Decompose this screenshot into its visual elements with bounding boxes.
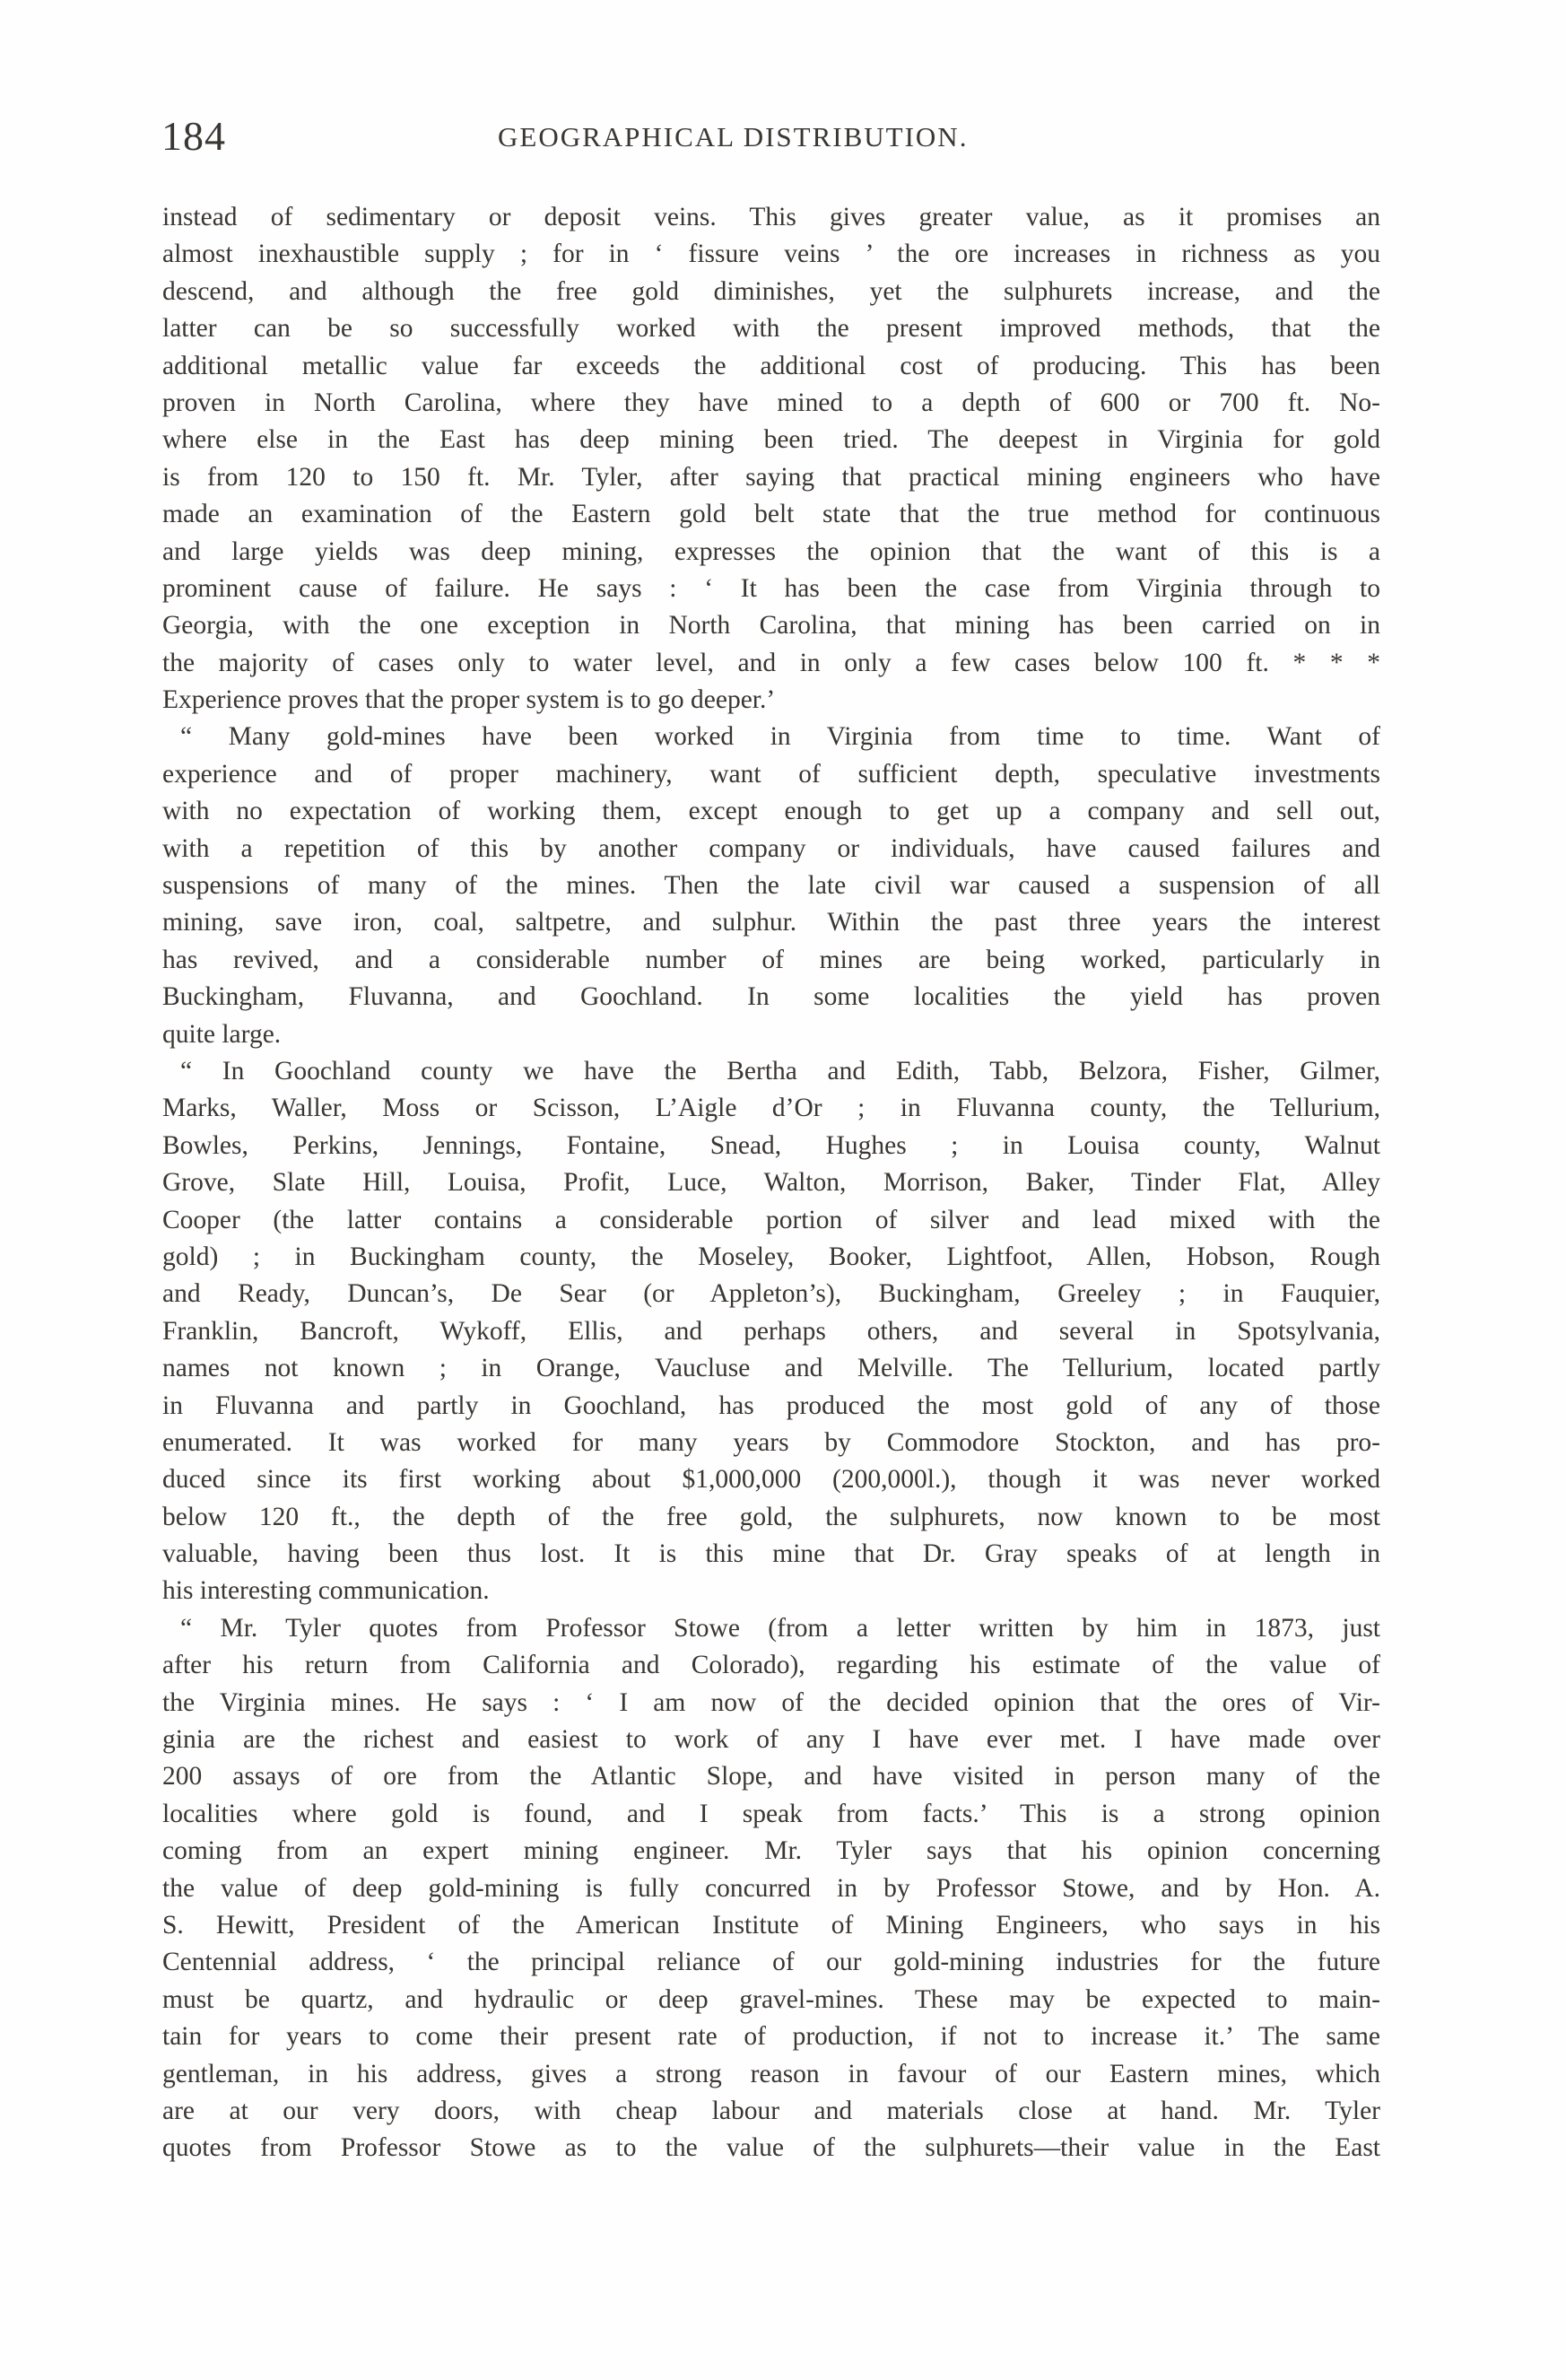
- text-line: mining, save iron, coal, saltpetre, and sulphur. Within the past three years the interest: [162, 908, 1380, 937]
- text-line: quite large.: [162, 1019, 282, 1049]
- text-line: Marks, Waller, Moss or Scisson, L’Aigle d’Or ; in Fluvanna county, the Tellurium,: [162, 1094, 1380, 1123]
- text-line: with a repetition of this by another company or individuals, have caused failures and: [162, 833, 1380, 863]
- text-line: proven in North Carolina, where they have mined to a depth of 600 or 700 ft. No-: [162, 388, 1380, 417]
- text-line: Bowles, Perkins, Jennings, Fontaine, Snead, Hughes ; in Louisa county, Walnut: [162, 1130, 1380, 1160]
- text-line: additional metallic value far exceeds the additional cost of producing. This has been: [162, 351, 1380, 380]
- text-line: Grove, Slate Hill, Louisa, Profit, Luce, Walton, Morrison, Baker, Tinder Flat, Alley: [162, 1168, 1380, 1198]
- text-line: descend, and although the free gold diminishes, yet the sulphurets increase, and the: [162, 276, 1380, 306]
- text-line: S. Hewitt, President of the American Institute of Mining Engineers, who says in his: [162, 1910, 1380, 1940]
- page-number: 184: [161, 113, 226, 159]
- text-line: the majority of cases only to water level, and in only a few cases below 100 ft. * * *: [162, 648, 1380, 677]
- text-line: Cooper (the latter contains a considerable portion of silver and lead mixed with the: [162, 1205, 1380, 1234]
- text-line: are at our very doors, with cheap labour and materials close at hand. Mr. Tyler: [162, 2096, 1380, 2125]
- text-line: with no expectation of working them, except enough to get up a company and sell out,: [162, 797, 1380, 826]
- text-line: where else in the East has deep mining been tried. The deepest in Virginia for gold: [162, 425, 1380, 455]
- text-line: “ Many gold-mines have been worked in Virginia from time to time. Want of: [180, 722, 1380, 752]
- text-line: prominent cause of failure. He says : ‘ It has been the case from Virginia through to: [162, 573, 1380, 603]
- text-line: suspensions of many of the mines. Then the late civil war caused a suspension of all: [162, 871, 1380, 901]
- text-line: ginia are the richest and easiest to work of any I have ever met. I have made over: [162, 1725, 1380, 1755]
- text-line: Centennial address, ‘ the principal reliance of our gold-mining industries for the future: [162, 1948, 1380, 1977]
- text-line: must be quartz, and hydraulic or deep gravel-mines. These may be expected to main-: [162, 1984, 1380, 2014]
- text-line: almost inexhaustible supply ; for in ‘ fissure veins ’ the ore increases in richness as you: [162, 240, 1380, 269]
- text-line: in Fluvanna and partly in Goochland, has produced the most gold of any of those: [162, 1391, 1380, 1420]
- text-line: quotes from Professor Stowe as to the value of the sulphurets—their value in the East: [162, 2133, 1380, 2163]
- text-line: localities where gold is found, and I speak from facts.’ This is a strong opinion: [162, 1799, 1380, 1828]
- text-line: Georgia, with the one exception in North Carolina, that mining has been carried on in: [162, 611, 1380, 641]
- text-line: duced since its first working about $1,000,000 (200,000l.), though it was never worked: [162, 1465, 1380, 1495]
- text-line: latter can be so successfully worked with the present improved methods, that the: [162, 314, 1380, 344]
- text-line: experience and of proper machinery, want of sufficient depth, speculative investments: [162, 759, 1380, 789]
- text-line: the Virginia mines. He says : ‘ I am now of the decided opinion that the ores of Vir-: [162, 1687, 1380, 1717]
- text-line: his interesting communication.: [162, 1576, 490, 1606]
- page-header: [161, 112, 1390, 166]
- text-line: is from 120 to 150 ft. Mr. Tyler, after saying that practical mining engineers who have: [162, 462, 1380, 492]
- text-line: Buckingham, Fluvanna, and Goochland. In some localities the yield has proven: [162, 982, 1380, 1012]
- text-line: and large yields was deep mining, expresses the opinion that the want of this is a: [162, 536, 1380, 566]
- text-line: and Ready, Duncan’s, De Sear (or Appleton’s), Buckingham, Greeley ; in Fauquier,: [162, 1279, 1380, 1309]
- text-line: “ Mr. Tyler quotes from Professor Stowe (from a letter written by him in 1873, just: [180, 1613, 1380, 1643]
- text-line: after his return from California and Colorado), regarding his estimate of the value of: [162, 1651, 1380, 1680]
- text-line: tain for years to come their present rate of production, if not to increase it.’ The same: [162, 2022, 1380, 2052]
- text-line: gold) ; in Buckingham county, the Moseley, Booker, Lightfoot, Allen, Hobson, Rough: [162, 1242, 1380, 1271]
- text-line: made an examination of the Eastern gold belt state that the true method for continuous: [162, 500, 1380, 529]
- text-line: valuable, having been thus lost. It is this mine that Dr. Gray speaks of at length in: [162, 1539, 1380, 1569]
- text-line: instead of sedimentary or deposit veins. This gives greater value, as it promises an: [162, 203, 1380, 231]
- text-line: 200 assays of ore from the Atlantic Slope, and have visited in person many of the: [162, 1762, 1380, 1792]
- text-line: enumerated. It was worked for many years by Commodore Stockton, and has pro-: [162, 1427, 1380, 1457]
- text-line: gentleman, in his address, gives a strong reason in favour of our Eastern mines, which: [162, 2059, 1380, 2088]
- text-line: coming from an expert mining engineer. Mr. Tyler says that his opinion concerning: [162, 1836, 1380, 1866]
- text-line: “ In Goochland county we have the Bertha and Edith, Tabb, Belzora, Fisher, Gilmer,: [180, 1056, 1380, 1085]
- text-line: Experience proves that the proper system is to go deeper.’: [162, 685, 776, 715]
- text-line: names not known ; in Orange, Vaucluse and Melville. The Tellurium, located partly: [162, 1354, 1380, 1383]
- text-line: has revived, and a considerable number of mines are being worked, particularly in: [162, 945, 1380, 974]
- text-line: below 120 ft., the depth of the free gold, the sulphurets, now known to be most: [162, 1502, 1380, 1531]
- body-text: [162, 199, 1380, 2167]
- text-line: the value of deep gold-mining is fully concurred in by Professor Stowe, and by Hon. A.: [162, 1873, 1380, 1903]
- running-head: GEOGRAPHICAL DISTRIBUTION.: [498, 121, 969, 153]
- text-line: Franklin, Bancroft, Wykoff, Ellis, and perhaps others, and several in Spotsylvania,: [162, 1316, 1380, 1346]
